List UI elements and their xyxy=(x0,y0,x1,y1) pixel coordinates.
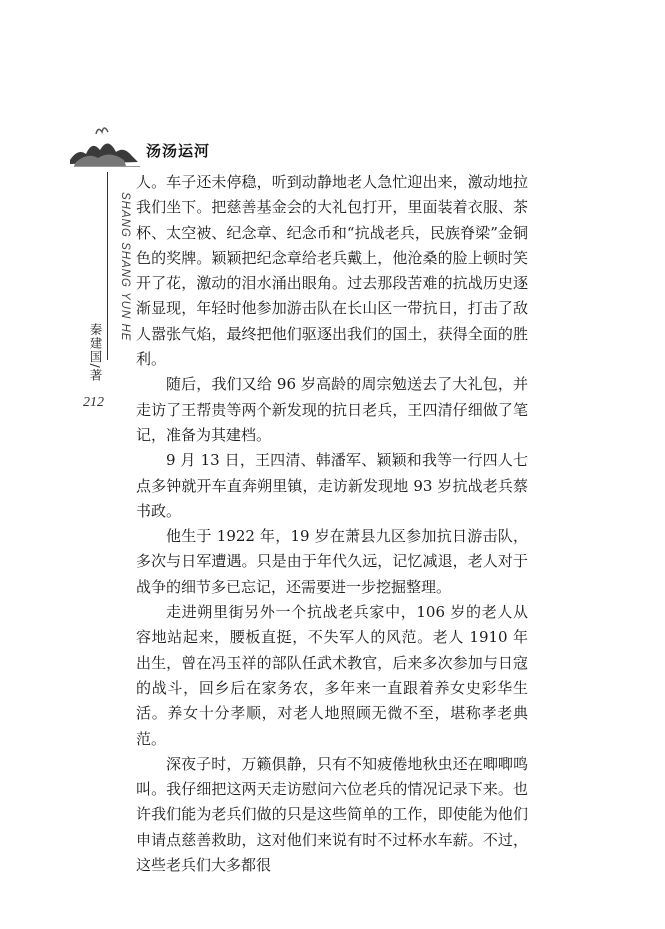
paragraph: 人。车子还未停稳，听到动静地老人急忙迎出来，激动地拉我们坐下。把慈善基金会的大礼包打开，里面装着衣服、茶杯、太空被、纪念章、纪念币和“抗战老兵，民族脊梁”金铜色的奖牌。颖颖把纪念章给老兵戴上，他沧桑的脸上顿时笑开了花，激动的泪水涌出眼角。过去那段苦难的抗战历史逐渐显现，年轻时他参加游击队在长山区一带抗日，打击了敌人嚣张气焰，最终把他们驱逐出我们的国土，获得全面的胜利。 xyxy=(136,173,528,369)
margin-rule xyxy=(107,172,108,360)
paragraph: 9 月 13 日，王四清、韩潘军、颖颖和我等一行四人七点多钟就开车直奔朔里镇，走访新发现地 93 岁抗战老兵蔡书政。 xyxy=(136,451,528,520)
body-text xyxy=(136,170,528,878)
ink-landscape-ornament xyxy=(68,122,143,172)
paragraph: 随后，我们又给 96 岁高龄的周宗勉送去了大礼包，并走访了王帮贵等两个新发现的抗日老兵，王四清仔细做了笔记，准备为其建档。 xyxy=(136,375,528,444)
page-number: 212 xyxy=(83,395,104,410)
running-header-title: 汤汤运河 xyxy=(146,142,211,160)
vertical-book-title-english: SHANG SHANG YUN HE xyxy=(119,192,131,342)
paragraph: 他生于 1922 年，19 岁在萧县九区参加抗日游击队，多次与日军遭遇。只是由于年代久远，记忆减退，老人对于战争的细节多已忘记，还需要进一步挖掘整理。 xyxy=(136,527,528,596)
author-credit: 秦建国/著 xyxy=(88,323,103,383)
paragraph: 走进朔里街另外一个抗战老兵家中，106 岁的老人从容地站起来，腰板直挺，不失军人的风范。老人 1910 年出生，曾在冯玉祥的部队任武术教官，后来多次参加与日寇的战斗，回乡后在家务农，多年来一直跟着养女史彩华生活。养女十分孝顺，对老人地照顾无微不至，堪称孝老典范。 xyxy=(136,603,528,748)
paragraph: 深夜子时，万籁俱静，只有不知疲倦地秋虫还在唧唧鸣叫。我仔细把这两天走访慰问六位老兵的情况记录下来。也许我们能为老兵们做的只是这些简单的工作，即使能为他们申请点慈善救助，这对他们来说有时不过杯水车薪。不过，这些老兵们大多都很 xyxy=(136,754,528,875)
